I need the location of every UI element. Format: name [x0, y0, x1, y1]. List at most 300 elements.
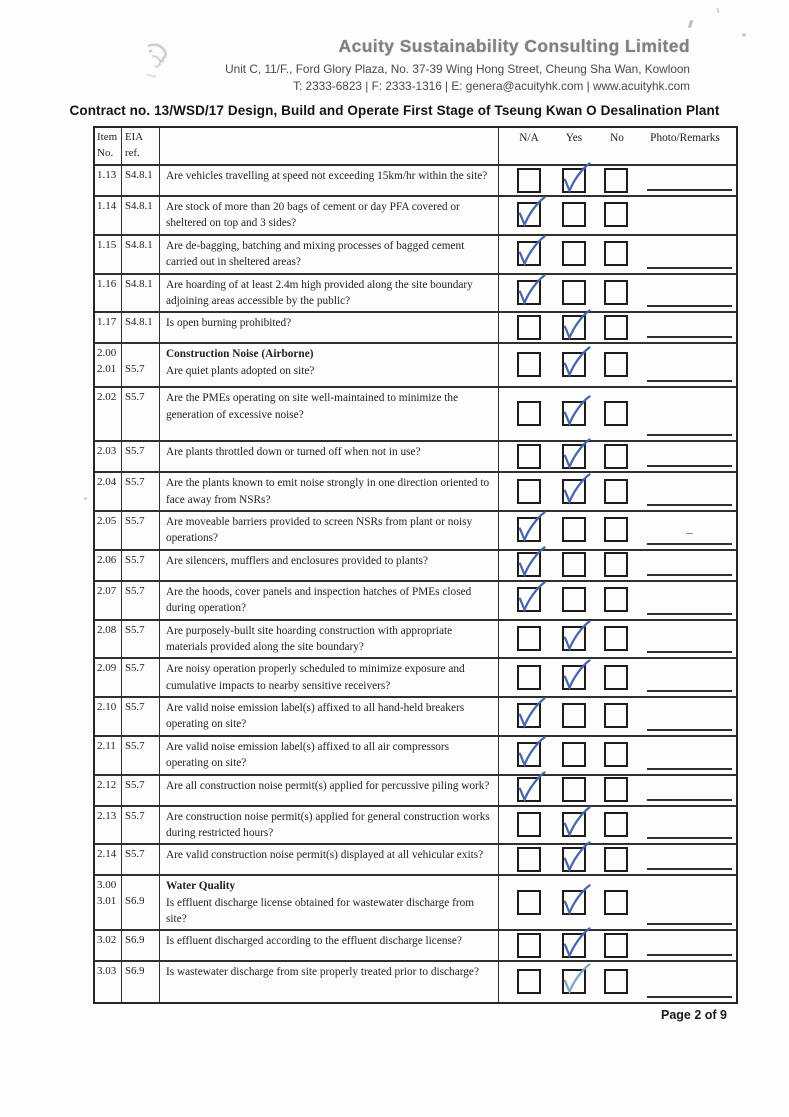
- checklist-row: [95, 874, 736, 929]
- yes-checkbox: [562, 552, 586, 577]
- item-no: 2.10: [97, 701, 117, 713]
- check-tick-icon: [514, 194, 547, 231]
- na-checkbox: [517, 241, 541, 266]
- na-checkbox: [517, 168, 541, 193]
- eia-ref: S5.7: [125, 515, 145, 527]
- eia-ref-cell: [122, 388, 160, 440]
- eia-ref-cell: [122, 442, 160, 471]
- remarks-line: [647, 923, 732, 925]
- checklist-row: [95, 735, 736, 774]
- na-checkbox: [517, 890, 541, 915]
- no-checkbox: [604, 933, 628, 958]
- item-no: 2.04: [97, 476, 117, 489]
- no-checkbox: [604, 168, 628, 193]
- yes-checkbox: [562, 665, 586, 690]
- eia-ref: S5.7: [125, 553, 145, 566]
- eia-ref-cell: [122, 776, 160, 805]
- checklist-row: [95, 234, 736, 273]
- checklist-table: [93, 126, 738, 1004]
- scan-artifact: [84, 497, 87, 500]
- question-cell: [160, 845, 499, 874]
- remarks-line: [647, 305, 732, 307]
- eia-ref-cell: [122, 236, 160, 273]
- item-no: 1.17: [97, 316, 117, 329]
- no-checkbox: [604, 890, 628, 915]
- remarks-line: [647, 465, 732, 467]
- eia-ref: S5.7: [125, 476, 145, 489]
- question-text: Is effluent discharged according to the effluent discharge license?: [166, 935, 462, 948]
- item-no-cell: [95, 698, 122, 735]
- item-no: 3.03: [97, 965, 117, 978]
- answer-headers: [499, 128, 736, 164]
- eia-ref: S4.8.1: [125, 277, 153, 290]
- answer-cell: [499, 582, 736, 619]
- eia-ref: S5.7: [125, 662, 145, 675]
- item-no-cell: [95, 236, 122, 273]
- no-checkbox: [604, 444, 628, 469]
- no-checkbox: [604, 315, 628, 340]
- check-tick-icon: [559, 924, 592, 961]
- question-text: Are valid noise emission label(s) affixed to all air compressors operating on site?: [166, 740, 450, 770]
- answer-cell: [499, 512, 736, 549]
- check-tick-icon: [559, 881, 592, 918]
- checklist-row: [95, 619, 736, 658]
- na-checkbox: [517, 812, 541, 837]
- no-checkbox: [604, 517, 628, 542]
- check-tick-icon: [514, 768, 547, 805]
- no-checkbox: [604, 969, 628, 994]
- question-cell: [160, 876, 499, 929]
- eia-ref-cell: [122, 845, 160, 874]
- question-cell: [160, 551, 499, 580]
- eia-ref-cell: [122, 512, 160, 549]
- item-no: 1.16: [97, 277, 117, 290]
- item-no: 2.00: [97, 347, 117, 360]
- question-text: Are moveable barriers provided to screen NSRs from plant or noisy operations?: [166, 516, 473, 545]
- item-no-cell: [95, 845, 122, 874]
- na-checkbox: [517, 552, 541, 577]
- item-no-cell: [95, 659, 122, 696]
- question-cell: [160, 442, 499, 471]
- yes-checkbox: [562, 280, 586, 305]
- company-logo: [138, 40, 178, 88]
- answer-cell: [499, 876, 736, 929]
- yes-checkbox: [562, 812, 586, 837]
- question-cell: [160, 776, 499, 805]
- letterhead: [225, 36, 690, 93]
- question-cell: [160, 512, 499, 549]
- eia-ref: S6.9: [125, 965, 145, 978]
- check-tick-icon: [559, 617, 592, 654]
- question-cell: [160, 807, 499, 844]
- item-no-cell: [95, 931, 122, 960]
- answer-cell: [499, 931, 736, 960]
- remarks-line: [647, 380, 732, 382]
- item-no-cell: [95, 512, 122, 549]
- question-text: Is open burning prohibited?: [166, 317, 292, 330]
- question-text: Are quiet plants adopted on site?: [166, 364, 315, 377]
- remarks-line: [647, 267, 732, 269]
- question-text: Are de-bagging, batching and mixing processes of bagged cement carried out in sheltered areas?: [166, 239, 465, 269]
- eia-ref: S5.7: [125, 778, 145, 791]
- item-no-cell: [95, 551, 122, 580]
- checklist-row: [95, 580, 736, 619]
- question-text: Are the hoods, cover panels and inspection hatches of PMEs closed during operation?: [166, 585, 472, 615]
- check-tick-icon: [559, 344, 592, 381]
- item-no: 2.05: [97, 515, 117, 527]
- remarks-line: [647, 613, 732, 615]
- question-cell: [160, 236, 499, 273]
- item-header-line1: Item: [97, 131, 118, 143]
- company-name: Acuity Sustainability Consulting Limited: [338, 36, 690, 56]
- remarks-line: [647, 574, 732, 576]
- question-cell: [160, 737, 499, 774]
- question-cell: [160, 659, 499, 696]
- na-checkbox: [517, 847, 541, 872]
- remarks-line: [647, 799, 732, 801]
- na-checkbox: [517, 703, 541, 728]
- no-column-header: No: [610, 132, 624, 144]
- no-checkbox: [604, 202, 628, 227]
- item-no-cell: [95, 776, 122, 805]
- yes-checkbox: [562, 202, 586, 227]
- item-no: 1.15: [97, 238, 117, 251]
- remarks-line: [647, 954, 732, 956]
- eia-ref-cell: [122, 698, 160, 735]
- answer-cell: [499, 442, 736, 471]
- answer-cell: [499, 388, 736, 440]
- eia-ref: S5.7: [125, 809, 145, 822]
- question-text: Are stock of more than 20 bags of cement or day PFA covered or sheltered on top and 3 sides?: [166, 201, 460, 230]
- question-cell: [160, 962, 499, 1002]
- item-no-cell: [95, 807, 122, 844]
- question-text: Are plants throttled down or turned off when not in use?: [166, 446, 421, 459]
- answer-cell: [499, 344, 736, 386]
- question-text: Is effluent discharge license obtained for wastewater discharge from site?: [166, 896, 475, 925]
- scan-artifact: [688, 20, 693, 29]
- question-cell: [160, 931, 499, 960]
- checklist-row: [95, 273, 736, 312]
- remarks-line: [647, 868, 732, 870]
- eia-ref-cell: [122, 344, 160, 386]
- no-checkbox: [604, 777, 628, 802]
- check-tick-icon: [514, 579, 547, 616]
- item-no: 1.13: [97, 169, 117, 181]
- question-cell: [160, 166, 499, 195]
- yes-checkbox: [562, 444, 586, 469]
- remarks-column-header: Photo/Remarks: [650, 132, 720, 144]
- item-no-cell: [95, 344, 122, 386]
- check-tick-icon: [514, 509, 547, 546]
- question-text: Are valid noise emission label(s) affixed to all hand-held breakers operating on site?: [166, 702, 465, 731]
- eia-ref-cell: [122, 313, 160, 342]
- item-no: 3.00: [97, 879, 117, 892]
- yes-checkbox: [562, 517, 586, 542]
- item-no: 1.14: [97, 200, 117, 212]
- question-cell: [160, 473, 499, 510]
- item-no: 2.03: [97, 445, 117, 458]
- checklist-row: [95, 386, 736, 440]
- remarks-line: [647, 434, 732, 436]
- check-tick-icon: [514, 734, 547, 771]
- item-no: 2.11: [97, 739, 116, 752]
- question-cell: [160, 388, 499, 440]
- na-checkbox: [517, 479, 541, 504]
- item-no-cell: [95, 737, 122, 774]
- na-checkbox: [517, 626, 541, 651]
- eia-ref: S6.9: [125, 894, 145, 907]
- question-text: Are noisy operation properly scheduled to minimize exposure and cumulative impacts to nearby sensitive receivers?: [166, 663, 465, 692]
- scan-artifact: [717, 8, 720, 13]
- item-no: 2.02: [97, 391, 117, 404]
- item-no-cell: [95, 275, 122, 312]
- question-text: Are all construction noise permit(s) applied for percussive piling work?: [166, 779, 490, 792]
- section-title: Construction Noise (Airborne): [166, 348, 314, 361]
- check-tick-icon: [514, 695, 547, 732]
- checklist-row: [95, 774, 736, 805]
- remark-text: –: [686, 524, 693, 539]
- answer-cell: [499, 776, 736, 805]
- na-checkbox: [517, 517, 541, 542]
- question-cell: [160, 582, 499, 619]
- answer-cell: [499, 236, 736, 273]
- checklist-rows: [95, 164, 736, 1002]
- eia-ref: [125, 878, 158, 894]
- eia-ref-cell: [122, 197, 160, 234]
- yes-checkbox: [562, 315, 586, 340]
- table-header-row: [95, 128, 736, 164]
- item-no: 2.12: [97, 778, 117, 791]
- no-checkbox: [604, 847, 628, 872]
- na-checkbox: [517, 444, 541, 469]
- remarks-line: [647, 768, 732, 770]
- item-no-header: [95, 128, 122, 164]
- checklist-row: [95, 510, 736, 549]
- question-cell: [160, 197, 499, 234]
- question-text: Are silencers, mufflers and enclosures provided to plants?: [166, 554, 429, 567]
- scan-artifact: [742, 33, 746, 37]
- item-no-cell: [95, 473, 122, 510]
- check-tick-icon: [559, 656, 592, 693]
- na-column-header: N/A: [519, 132, 539, 144]
- remarks-line: [647, 690, 732, 692]
- item-no-cell: [95, 197, 122, 234]
- question-cell: [160, 275, 499, 312]
- na-checkbox: [517, 969, 541, 994]
- yes-checkbox: [562, 241, 586, 266]
- remarks-line: [647, 651, 732, 653]
- yes-checkbox: [562, 742, 586, 767]
- eia-ref-header: EIA ref.: [122, 128, 160, 164]
- question-header: [160, 128, 499, 164]
- question-text: Are purposely-built site hoarding construction with appropriate materials provided along the site boundary?: [166, 624, 453, 653]
- check-tick-icon: [559, 435, 592, 472]
- item-no-cell: [95, 621, 122, 658]
- yes-checkbox: [562, 587, 586, 612]
- question-cell: [160, 344, 499, 386]
- answer-cell: [499, 737, 736, 774]
- no-checkbox: [604, 241, 628, 266]
- check-tick-icon: [514, 233, 547, 270]
- remarks-line: [647, 189, 732, 191]
- checklist-row: [95, 549, 736, 580]
- check-tick-icon: [559, 961, 592, 998]
- no-checkbox: [604, 665, 628, 690]
- item-no: 3.01: [97, 895, 117, 908]
- remarks-line: [647, 837, 732, 839]
- remarks-line: [647, 996, 732, 998]
- answer-cell: [499, 197, 736, 234]
- answer-cell: [499, 166, 736, 195]
- checklist-row: [95, 471, 736, 510]
- eia-ref: [125, 346, 158, 362]
- yes-checkbox: [562, 890, 586, 915]
- item-no: 2.06: [97, 553, 117, 566]
- no-checkbox: [604, 703, 628, 728]
- item-no-cell: [95, 442, 122, 471]
- question-text: Are construction noise permit(s) applied for general construction works during restricted hours?: [166, 810, 490, 839]
- question-text: Are valid construction noise permit(s) displayed at all vehicular exits?: [166, 849, 484, 862]
- check-tick-icon: [559, 306, 592, 343]
- answer-cell: [499, 698, 736, 735]
- checklist-row: [95, 195, 736, 234]
- section-title: Water Quality: [166, 880, 236, 893]
- item-no-cell: [95, 313, 122, 342]
- document-title: Contract no. 13/WSD/17 Design, Build and Operate First Stage of Tseung Kwan O Desalination Plant: [69, 103, 720, 118]
- question-text: Are the PMEs operating on site well-maintained to minimize the generation of excessive noise?: [166, 392, 459, 421]
- eia-ref-cell: [122, 473, 160, 510]
- answer-cell: [499, 275, 736, 312]
- item-no: 2.07: [97, 584, 117, 597]
- na-checkbox: [517, 933, 541, 958]
- no-checkbox: [604, 587, 628, 612]
- checklist-row: [95, 342, 736, 386]
- yes-checkbox: [562, 401, 586, 426]
- eia-ref-cell: [122, 876, 160, 929]
- check-tick-icon: [559, 393, 592, 430]
- item-no: 2.14: [97, 848, 117, 861]
- yes-column-header: Yes: [565, 132, 583, 144]
- answer-cell: [499, 659, 736, 696]
- question-text: Are vehicles travelling at speed not exceeding 15km/hr within the site?: [166, 170, 488, 182]
- na-checkbox: [517, 587, 541, 612]
- question-cell: [160, 313, 499, 342]
- remarks-line: [647, 729, 732, 731]
- question-cell: [160, 698, 499, 735]
- eia-ref-cell: [122, 551, 160, 580]
- na-checkbox: [517, 401, 541, 426]
- checklist-row: [95, 440, 736, 471]
- eia-ref: S5.7: [125, 445, 145, 458]
- checklist-row: [95, 657, 736, 696]
- item-no-cell: [95, 876, 122, 929]
- yes-checkbox: [562, 969, 586, 994]
- yes-checkbox: [562, 703, 586, 728]
- eia-ref: S5.7: [125, 391, 145, 404]
- na-checkbox: [517, 742, 541, 767]
- eia-ref: S5.7: [125, 584, 145, 597]
- eia-ref: S5.7: [125, 623, 145, 636]
- no-checkbox: [604, 280, 628, 305]
- yes-checkbox: [562, 626, 586, 651]
- na-checkbox: [517, 315, 541, 340]
- item-no: 2.01: [97, 363, 117, 376]
- answer-cell: [499, 621, 736, 658]
- question-text: Are hoarding of at least 2.4m high provided along the site boundary adjoining areas accessible by the public?: [166, 278, 473, 307]
- yes-checkbox: [562, 777, 586, 802]
- check-tick-icon: [559, 838, 592, 875]
- item-no: 3.02: [97, 934, 117, 947]
- item-no-cell: [95, 962, 122, 1002]
- eia-ref: S4.8.1: [125, 238, 153, 251]
- checklist-row: [95, 805, 736, 844]
- yes-checkbox: [562, 933, 586, 958]
- eia-ref: S4.8.1: [125, 169, 153, 181]
- eia-ref: S6.9: [125, 934, 145, 947]
- na-checkbox: [517, 280, 541, 305]
- page-number: Page 2 of 9: [661, 1008, 727, 1022]
- check-tick-icon: [559, 470, 592, 507]
- eia-ref: S5.7: [125, 701, 145, 713]
- eia-ref-cell: [122, 275, 160, 312]
- no-checkbox: [604, 626, 628, 651]
- eia-ref: S5.7: [125, 739, 145, 752]
- answer-cell: [499, 807, 736, 844]
- no-checkbox: [604, 812, 628, 837]
- check-tick-icon: [514, 544, 547, 581]
- check-tick-icon: [559, 159, 592, 196]
- no-checkbox: [604, 742, 628, 767]
- eia-ref-cell: [122, 582, 160, 619]
- eia-ref-cell: [122, 621, 160, 658]
- item-no-cell: [95, 388, 122, 440]
- no-checkbox: [604, 479, 628, 504]
- item-no-cell: [95, 166, 122, 195]
- company-address: Unit C, 11/F., Ford Glory Plaza, No. 37-39 Wing Hong Street, Cheung Sha Wan, Kowloon: [225, 62, 690, 76]
- eia-ref: S4.8.1: [125, 316, 153, 329]
- eia-ref-cell: [122, 166, 160, 195]
- check-tick-icon: [514, 271, 547, 308]
- eia-ref-cell: [122, 807, 160, 844]
- company-contact: T: 2333-6823 | F: 2333-1316 | E: genera@acuityhk.com | www.acuityhk.com: [293, 79, 690, 93]
- eia-ref: S4.8.1: [125, 200, 153, 212]
- answer-cell: [499, 962, 736, 1002]
- no-checkbox: [604, 401, 628, 426]
- eia-ref: S5.7: [125, 848, 145, 861]
- check-tick-icon: [559, 803, 592, 840]
- answer-cell: [499, 313, 736, 342]
- yes-checkbox: [562, 847, 586, 872]
- eia-ref-cell: [122, 931, 160, 960]
- no-checkbox: [604, 552, 628, 577]
- yes-checkbox: [562, 479, 586, 504]
- item-no: 2.08: [97, 623, 117, 636]
- answer-cell: [499, 845, 736, 874]
- eia-ref-cell: [122, 962, 160, 1002]
- question-text: Is wastewater discharge from site properly treated prior to discharge?: [166, 966, 479, 979]
- na-checkbox: [517, 665, 541, 690]
- checklist-row: [95, 843, 736, 874]
- checklist-row: [95, 696, 736, 735]
- checklist-row: [95, 960, 736, 1002]
- eia-ref-cell: [122, 737, 160, 774]
- item-no: 2.13: [97, 809, 117, 822]
- yes-checkbox: [562, 352, 586, 377]
- item-no: 2.09: [97, 662, 117, 675]
- na-checkbox: [517, 352, 541, 377]
- remarks-line: [647, 504, 732, 506]
- answer-cell: [499, 551, 736, 580]
